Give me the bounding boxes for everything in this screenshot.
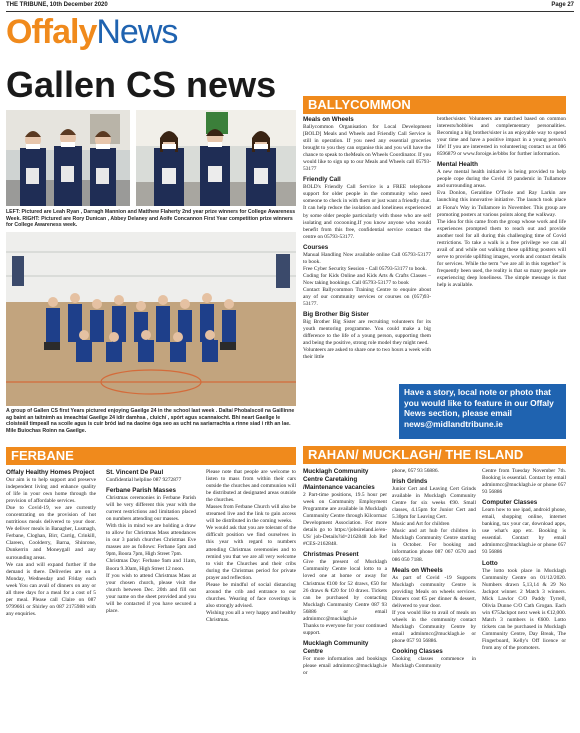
heading-cooking-classes: Cooking Classes [392, 648, 443, 656]
heading-lotto: Lotto [482, 559, 498, 567]
paragraph: Music and Art for children [392, 521, 450, 528]
story-submission-promo: Have a story, local note or photo that you would like to feature in our Offaly News section, please email news@midlandtribune.ie [399, 384, 566, 439]
paragraph: Music and art hub for children in Mucklagh Community Centre starting in October. For booking and information phone 087 067 0570 and 086 050 7188. [392, 528, 476, 563]
paragraph: Cooking classes commence in Mucklagh Community [392, 656, 476, 670]
paragraph: Contact Ballycommon Training Centre to enquire about any of our community services or courses on (057)93-53177. [303, 286, 431, 308]
masthead [6, 14, 177, 50]
heading-st-vincent-de-paul: St. Vincent De Paul [106, 469, 164, 476]
paragraph: For more information and bookings please email adminmcc@mucklagh.ie or [303, 655, 387, 676]
paragraph: As part of Covid -19 Supports Mucklagh community Centre is providing Meals on wheels services. Dinners cost €5 per dinner & dessert, delivered to your door. [392, 574, 476, 609]
issue-date: THE TRIBUNE, 10th December 2020 [6, 2, 108, 8]
rahan-column-2 [392, 468, 476, 727]
paragraph: We would ask that you are tolerant of the difficult position we find ourselves in this year with regard to numbers attending Christmas ceremonies and to remind you that we are all very welcome to visit the Churches and their cribs during the Christmas period for private prayer and reflection. [206, 525, 296, 581]
paragraph: If you would like to avail of meals on wheels in the community contact Mucklagh Community Centre by email adminmcc@mucklagh.ie or phone 057 93 56886. [392, 609, 476, 644]
paragraph: Christmas ceremonies in Ferbane Parish will be very different this year with the current restrictions and limitation placed on numbers attending our masses. [106, 495, 196, 523]
caption-gaeilge-24: A group of Gallen CS first Years pictured enjoying Gaeilge 24 in the school last week . Daltaí Phobalscoil na Gaillinne ag baint an taitnimh as imeachtaí Gaeilge 24 idir damhsa , cluichí , spórt agus scannaíocht. Bhí neart Gaeilge le cloisteáil timpeall na scoile agus is cuir bród iad na daoine óga seo as ucht na sariarrachta a rinne siad i rith an lae. Mile Buiochas Roinn na Gaeilge. [6, 408, 295, 434]
rahan-column-1 [303, 468, 387, 727]
paragraph: Please be mindful of social distancing around the crib and entrance to our churches. Wearing of face coverings is also strongly advised. [206, 581, 296, 609]
paragraph: Learn how to use ipad, android phone, email, shopping online, internet banking, tax your car, download apps, use what's app etc. Booking is essential. Contact by email adminmcc@mucklagh.ie or phone 057 93 56886 [482, 507, 566, 556]
paragraph: Eva Donlon, Geraldine O'Toole and Ray Larkin are launching this innovative initiative. The launch took place at Fiona's Way in Tullamore in November. This group are promoting posters at various points along the walkway. [437, 190, 566, 218]
ferbane-column-3 [206, 469, 296, 727]
masthead-part2: News [96, 13, 178, 51]
heading-friendly-call: Friendly Call [303, 176, 341, 184]
heading-mucklagh-community-centre: Mucklagh Community Centre [303, 639, 369, 655]
paragraph: The idea for this came from the group whose work and life experiences prompted them to reach out and provide another tool for all during this challenging time of Covid restrictions. To take a walk is a free privilege we can all avail of and while out walking these uplifting posters will serve to provide uplifting images, words and contact details for services. While the term "we are all in this together" is frequently been used, the reality is that so many people are experiencing deep loneliness. The simple message is that help is available. [437, 218, 566, 289]
paragraph: Thanks to everyone for your continued support. [303, 622, 387, 636]
paragraph: Volunteers are asked to share one to two hours a week with their little [303, 347, 431, 361]
caption-award-photos: LEFT: Pictured are Leah Ryan , Darragh Mannion and Matthew Flaherty 2nd year prize winners for College Awareness Week. RIGHT: Pictured are Rory Dunican , Abbey Delaney and Aoife Concannon First Year competition prize winners for College Awareness week. [6, 209, 296, 229]
heading-offaly-healthy-homes: Offaly Healthy Homes Project [6, 469, 95, 476]
paragraph: phone, 057 93 56886. [392, 468, 439, 474]
paragraph: A new mental health initiative is being provided to help people cope during the Covid 19 pandemic in Tullamore and surrounding areas. [437, 169, 566, 190]
heading-big-brother-big-sister: Big Brother Big Sister [303, 311, 369, 319]
paragraph: Please note that people are welcome to listen to mass from within their cars outside the churches and communion will be distributed at designated areas outside the churches. [206, 469, 296, 504]
ballycommon-column-1 [303, 116, 431, 378]
paragraph: Our aim is to help support and preserve independent living and enhance quality of life in your own home through the provision of affordable services. [6, 477, 96, 505]
heading-christmas-present: Christmas Present [303, 551, 359, 559]
heading-computer-classes: Computer Classes [482, 499, 538, 507]
paragraph: brother/sister. Volunteers are matched based on common interests/hobbies and complementary personalities. Becoming a big brother/sister is an enjoyable way to spend your time and have a positive impact in a young person's life! If you are interested in volunteering contact us at 086 8596879 or www.foroige.ie/bbbs for further information. [437, 116, 566, 158]
paragraph: It can help reduce the isolation and loneliness experienced by some older people particularly with those who are self isolating and cocooning.If you know anyone who would benefit from this free, confidential service contact the centre on 05793-53177. [303, 205, 431, 240]
paragraph: We can and will expand further if the demand is there. Deliveries are on a Monday, Wednesday and Friday each week You can avail of dinners on any or all three days for a meal for a cost of 5 per meal. Please call Claire on 087 9799661 or Shirley on 087 2175988 with any enquiries. [6, 561, 96, 617]
paragraph: Free Cyber Security Session - Call 05793-53177 to book. [303, 265, 427, 272]
photo-first-year-winners [136, 110, 296, 206]
page-headline: Gallen CS news [6, 64, 277, 105]
header-rule [6, 11, 574, 12]
paragraph: Junior Cert and Leaving Cert Grinds available in Mucklagh Community Centre for six weeks €90. Small classes, 4.15pm for Junior Cert and 5.30pm for Leaving Cert. [392, 486, 476, 521]
heading-caretaking-vacancies: Mucklagh Community Centre Caretaking /Maintenance vacancies [303, 468, 375, 491]
heading-meals-on-wheels-mucklagh: Meals on Wheels [392, 566, 443, 574]
heading-mental-health: Mental Health [437, 161, 478, 169]
heading-irish-grinds: Irish Grinds [392, 478, 428, 486]
paragraph: Big Brother Big Sister are recruiting volunteers for its youth mentoring programme. You could make a big difference to the life of a young person, supporting them and being the positive, strong role model they might need. [303, 319, 431, 347]
masthead-part1: Offaly [6, 13, 97, 51]
photo-gaeilge-24-group [6, 232, 296, 406]
paragraph: Centre from Tuesday November 7th. Booking is essential. Contact by email adminmcc@mucklagh.ie or phone 057 93 56886 [482, 468, 566, 496]
ferbane-column-1 [6, 469, 96, 727]
paragraph: The lotto took place in Mucklagh Community Centre on 01/12/2020. Numbers drawn 5,13,14 & 29 No Jackpot winner. 2 Match 3 winners. Mick Lawlor C/O Paddy Tyrrell, Olivia Dunne C/O Cath Grogan. Each win €75Jackpot next week is €12,000. Match 3 numbers is €600. Lotto tickets can be purchased in Mucklagh Community Centre, Day Break, The Fingerboard, Kelly's Off licence or from any of the promoters. [482, 567, 566, 652]
paragraph: Due to Covid-19, we are currently concentrating on the provision of hot nutritious meals delivered to your door. We deliver meals in Banagher, Lusmagh, Ferbane, Cloghan, Birr, Carrig, Crinkill, Clareen, Coolderry, Barna, Shinrone, Dunkerrin and Moneygall and any surrounding areas. [6, 505, 96, 561]
paragraph: Give the present of Mucklagh Community Centre local lotto to a loved one at home or away for Christmas €100 for 52 draws, €50 for 26 draws & €20 for 10 draws. Tickets can be purchased by contacting Mucklagh Community Centre 087 93 56886 or email adminmcc@mucklagh.ie [303, 559, 387, 622]
paragraph: With this in mind we are holding a draw to allow for Christmas Mass attendances in our 3 parish churches Christmas Eve masses are as follows: Ferbane 5pm and 9pm, Boora 7pm, High Street 7pm. [106, 523, 196, 558]
ballycommon-column-2 [437, 116, 566, 378]
section-banner-ferbane: FERBANE [6, 447, 296, 465]
paragraph: Christmas Day: Ferbane 9am and 11am, Boora 9.30am, High Street 12 noon. [106, 558, 196, 572]
paragraph: Masses from Ferbane Church will also be streamed live and the link to gain access will be distributed in the coming weeks. [206, 504, 296, 525]
heading-courses: Courses [303, 243, 329, 251]
ferbane-column-2 [106, 469, 196, 727]
paragraph: Ballycommon Organisation for Local Development [BOLD] Meals and Wheels and Friendly Call Service is still in operation. If you need any essential groceries brought to you they can organise this and you will have the chance to speak to theMeals on Wheels Coordinator. If you would like to sign up to our Meals and Wheels call 05793-53177 [303, 124, 431, 173]
page-number: Page 27 [551, 2, 574, 8]
photo-second-year-winners [6, 110, 130, 206]
paragraph: Confidential helpline 087 9272877 [106, 477, 182, 483]
heading-ferbane-parish-masses: Ferbane Parish Masses [106, 487, 177, 495]
heading-meals-on-wheels: Meals on Wheels [303, 116, 354, 123]
paragraph: BOLD's Friendly Call Service is a FREE telephone support for older people in the community who need someone to check in with them or just want a friendly chat. [303, 184, 431, 205]
section-banner-ballycommon: BALLYCOMMON [303, 96, 566, 114]
rahan-column-3 [482, 468, 566, 727]
paragraph: If you wish to attend Christmas Mass at your chosen church, please visit the church between Dec. 20th and fill out your name on the sheet provided and you will be contacted if you have secured a place. [106, 572, 196, 614]
paragraph: Wishing you all a very happy and healthy Christmas. [206, 609, 296, 623]
paragraph: Manual Handling Now available online Call 05793-53177 to book. [303, 251, 431, 265]
section-banner-rahan-mucklagh: RAHAN/ MUCKLAGH/ THE ISLAND [303, 446, 566, 464]
paragraph: 2 Part-time positions, 19.5 hour per week on Community Employment Programme are available in Mucklagh Community Centre through Kilcormac Development Association. For more details go to https://jobsireland.ie/en-US/ job-Details?id=2162848 Job Ref #CES-2162848. [303, 492, 387, 548]
paragraph: Coding for Kids Online and Kids Arts & Crafts Classes – Now taking bookings. Call 05793-53177 to book [303, 272, 431, 286]
